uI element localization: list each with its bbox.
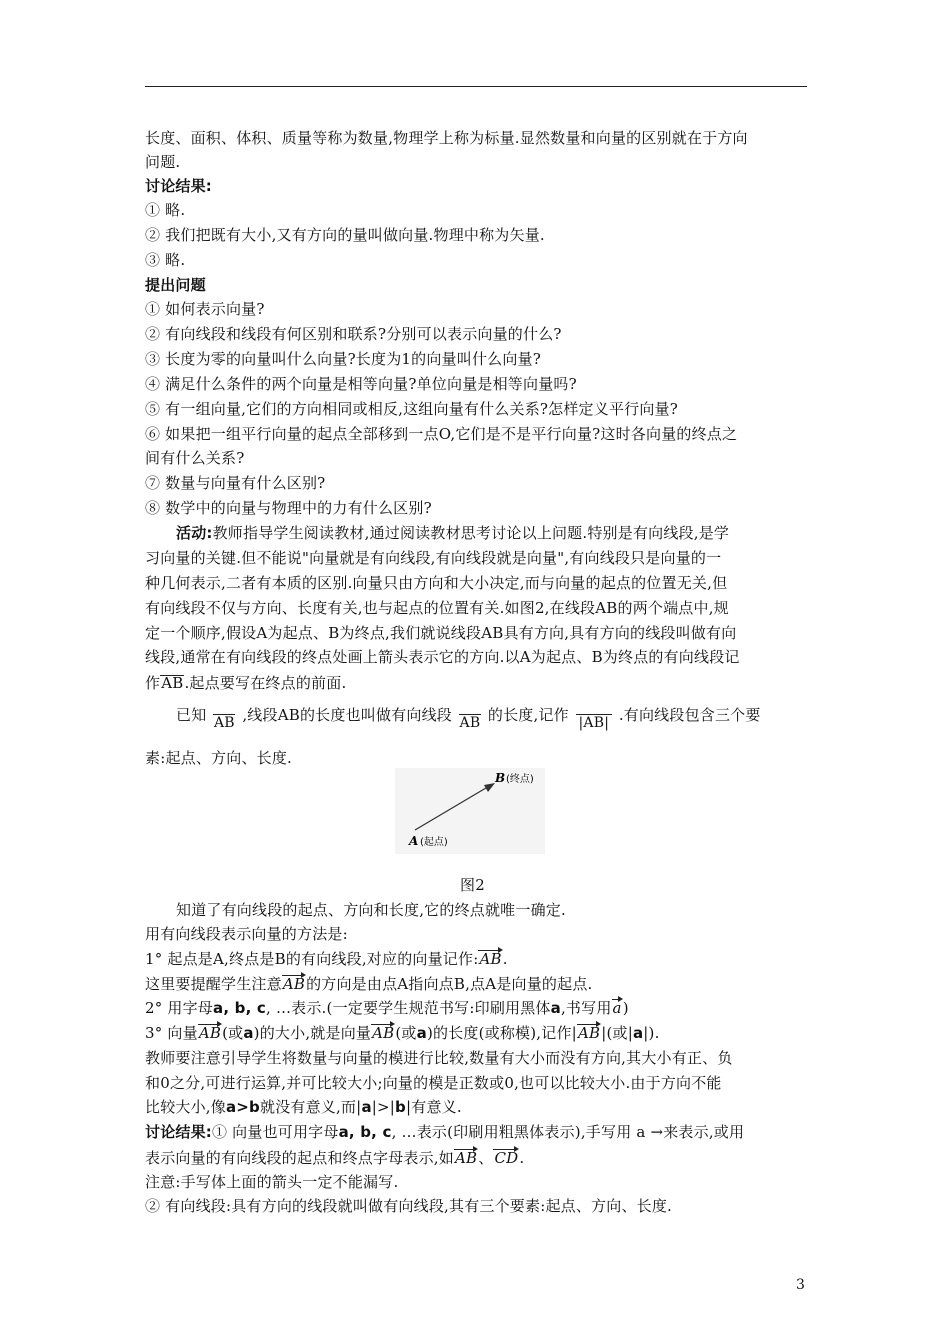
directed-segment-figure <box>395 768 545 854</box>
method-item <box>145 1021 810 1045</box>
text-span: (或 <box>395 1024 417 1042</box>
page-number: 3 <box>796 1277 805 1293</box>
vector-ab: AB <box>198 1021 222 1045</box>
vector-a: a <box>612 996 623 1020</box>
question-item: ⑦ 数量与向量有什么区别? <box>145 474 326 492</box>
text-line: 种几何表示,二者有本质的区别.向量只由方向和大小决定,而与向量的起点的位置无关,但 <box>145 574 728 592</box>
arrow-diagram <box>395 768 545 854</box>
figure-caption: 图2 <box>460 876 485 894</box>
vector-ab: AB <box>282 972 306 996</box>
method-item <box>145 947 810 971</box>
vector-ab: AB <box>160 671 184 695</box>
text-span: )的长度(或称模),记作| <box>426 1024 577 1042</box>
text-line: ③ 略. <box>145 251 186 269</box>
bold-letter: a <box>361 1098 372 1116</box>
fraction-abs-ab: |AB| <box>576 702 612 731</box>
text-span: ) <box>622 999 629 1017</box>
text-line: 有向线段不仅与方向、长度有关,也与起点的位置有关.如图2,在线段AB的两个端点中,规 <box>145 599 729 617</box>
text-span: .起点要写在终点的前面. <box>184 674 347 692</box>
text-span: 2° 用字母 <box>145 999 214 1017</box>
text-span: , …表示.(一定要学生规范书写:印刷用黑体 <box>266 999 551 1017</box>
text-line: ② 有向线段:具有方向的线段就叫做有向线段,其有三个要素:起点、方向、长度. <box>145 1197 673 1215</box>
text-line <box>145 671 810 695</box>
text-span: |有意义. <box>405 1098 462 1116</box>
text-line: 教师要注意引导学生将数量与向量的模进行比较,数量有大小而没有方向,其大小有正、负 <box>145 1049 733 1067</box>
fraction-ab: AB <box>213 702 235 731</box>
question-item: ① 如何表示向量? <box>145 300 265 318</box>
text-span: 已知 <box>176 706 207 724</box>
bold-letter: b <box>395 1098 406 1116</box>
text-line: 问题. <box>145 153 181 171</box>
text-line: 线段,通常在有向线段的终点处画上箭头表示它的方向.以A为起点、B为终点的有向线段记 <box>145 648 740 666</box>
text-line <box>145 972 810 996</box>
text-span: , …表示(印刷用粗黑体表示),手写用 a →来表示,或用 <box>391 1123 745 1141</box>
text-span: |). <box>643 1024 660 1042</box>
text-span: 、 <box>478 1149 494 1167</box>
text-line: 注意:手写体上面的箭头一定不能漏写. <box>145 1173 399 1191</box>
activity-label: 活动: <box>176 524 213 542</box>
text-span: )的大小,就是向量 <box>253 1024 372 1042</box>
text-span: |(或| <box>601 1024 633 1042</box>
section-heading: 讨论结果: <box>145 1123 212 1141</box>
text-span: (或 <box>222 1024 244 1042</box>
text-line <box>145 1146 810 1170</box>
text-span: 的长度,记作 <box>487 706 569 724</box>
text-span: 这里要提醒学生注意 <box>145 975 282 993</box>
bold-letters: a, b, c <box>338 1123 392 1141</box>
label-b-note: (终点) <box>506 774 534 785</box>
text-span: 比较大小,像 <box>145 1098 226 1116</box>
text-span: 表示向量的有向线段的起点和终点字母表示,如 <box>145 1149 454 1167</box>
text-span: ,线段AB的长度也叫做有向线段 <box>242 706 452 724</box>
text-span: 3° 向量 <box>145 1024 198 1042</box>
text-span: 的方向是由点A指向点B,点A是向量的起点. <box>306 975 593 993</box>
question-item: ② 有向线段和线段有何区别和联系?分别可以表示向量的什么? <box>145 325 562 343</box>
fraction-ab: AB <box>459 702 481 731</box>
text-line: 用有向线段表示向量的方法是: <box>145 925 348 943</box>
text-line: ① 略. <box>145 201 186 219</box>
text-span: .有向线段包含三个要 <box>618 706 761 724</box>
text-span: ,书写用 <box>560 999 612 1017</box>
text-line <box>145 1095 810 1119</box>
bold-letter: a <box>632 1024 644 1042</box>
text-span: 就没有意义,而| <box>260 1098 362 1116</box>
text-line: 长度、面积、体积、质量等称为数量,物理学上称为标量.显然数量和向量的区别就在于方向 <box>145 129 748 147</box>
text-line <box>145 1120 810 1144</box>
bold-expression: a>b <box>225 1098 260 1116</box>
header-rule <box>145 86 807 87</box>
label-b: B <box>495 771 506 785</box>
text-line: 知道了有向线段的起点、方向和长度,它的终点就唯一确定. <box>176 901 566 919</box>
question-item: ⑧ 数学中的向量与物理中的力有什么区别? <box>145 499 432 517</box>
vector-ab: AB <box>478 947 502 971</box>
label-a: A <box>409 834 419 848</box>
method-item <box>145 996 810 1020</box>
bold-letter: a <box>416 1024 427 1042</box>
text-span: . <box>519 1149 525 1167</box>
vector-ab: AB <box>371 1021 395 1045</box>
text-span: ① 向量也可用字母 <box>212 1123 339 1141</box>
vector-cd: CD <box>493 1146 519 1170</box>
text-line: ② 我们把既有大小,又有方向的量叫做向量.物理中称为矢量. <box>145 226 545 244</box>
text-line: 素:起点、方向、长度. <box>145 749 293 767</box>
section-heading: 讨论结果: <box>145 177 212 195</box>
text-line: 和0之分,可进行运算,并可比较大小;向量的模是正数或0,也可以比较大小.由于方向不能 <box>145 1074 722 1092</box>
text-span: 教师指导学生阅读教材,通过阅读教材思考讨论以上问题.特别是有向线段,是学 <box>212 524 730 542</box>
text-line: 习向量的关键.但不能说"向量就是有向线段,有向线段就是向量",有向线段只是向量的一 <box>145 549 722 567</box>
vector-ab: AB <box>577 1021 601 1045</box>
text-span: 1° 起点是A,终点是B的有向线段,对应的向量记作: <box>145 950 479 968</box>
label-a-note: (起点) <box>420 837 448 848</box>
bold-letters: a, b, c <box>213 999 267 1017</box>
question-item: ④ 满足什么条件的两个向量是相等向量?单位向量是相等向量吗? <box>145 375 577 393</box>
bold-letter: a <box>550 999 561 1017</box>
question-item: ③ 长度为零的向量叫什么向量?长度为1的向量叫什么向量? <box>145 350 541 368</box>
text-line: 定一个顺序,假设A为起点、B为终点,我们就说线段AB具有方向,具有方向的线段叫做有向 <box>145 624 737 642</box>
text-span: . <box>502 950 508 968</box>
bold-letter: a <box>243 1024 254 1042</box>
question-item: ⑥ 如果把一组平行向量的起点全部移到一点O,它们是不是平行向量?这时各向量的终点之 <box>145 425 738 443</box>
text-line <box>176 700 810 731</box>
activity-paragraph-start <box>176 521 810 545</box>
vector-ab: AB <box>454 1146 478 1170</box>
question-item: ⑤ 有一组向量,它们的方向相同或相反,这组向量有什么关系?怎样定义平行向量? <box>145 400 678 418</box>
text-line: 间有什么关系? <box>145 449 245 467</box>
text-span: 作 <box>145 674 161 692</box>
text-span: |>| <box>371 1098 396 1116</box>
section-heading: 提出问题 <box>145 276 206 294</box>
